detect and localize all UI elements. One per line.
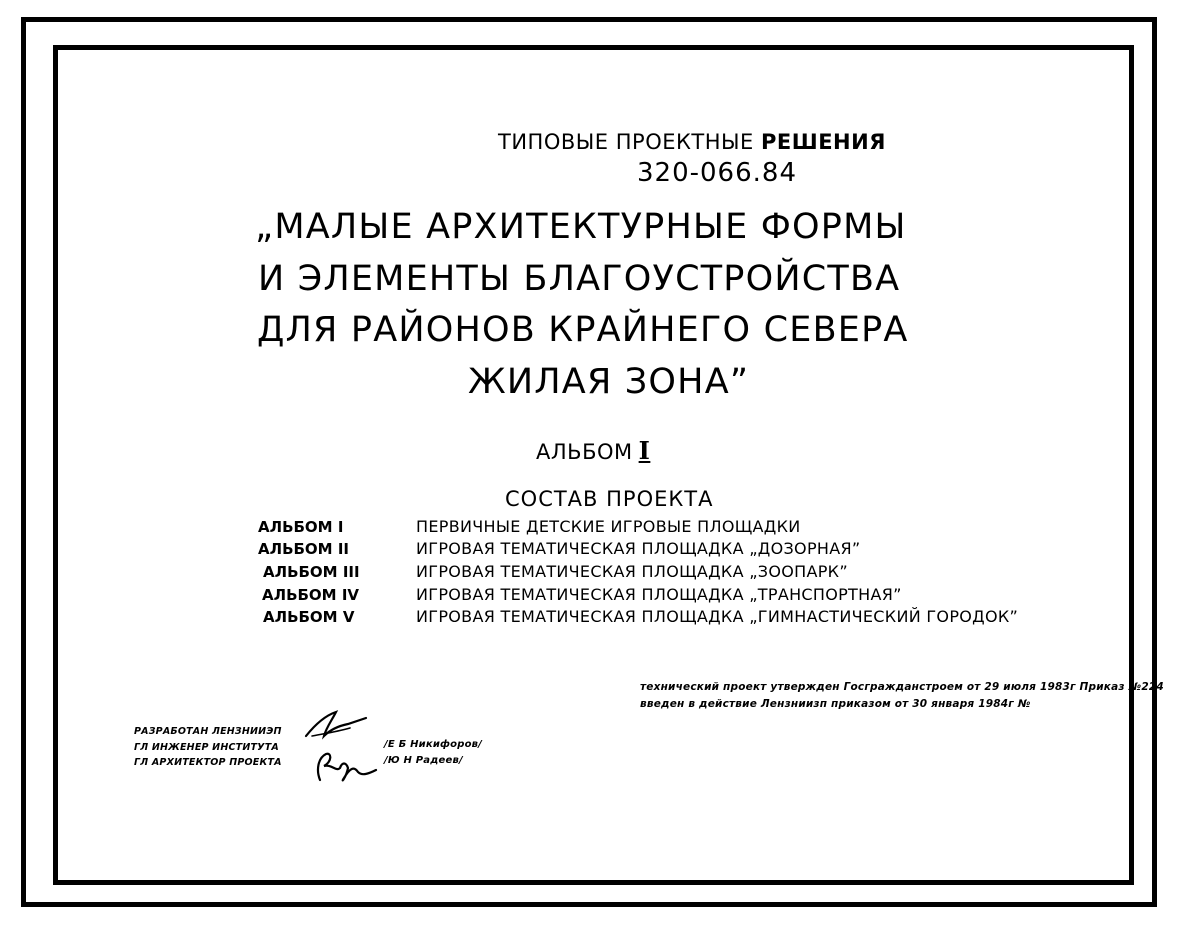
album-row-label: АЛЬБОМ IV (262, 586, 360, 604)
album-row-label: АЛЬБОМ II (258, 540, 349, 558)
album-label: АЛЬБОМ (536, 440, 633, 464)
series-bold: РЕШЕНИЯ (761, 130, 886, 154)
signature-icon (296, 706, 386, 788)
album-number: I (638, 436, 651, 465)
title-line-1: „МАЛЫЕ АРХИТЕКТУРНЫЕ ФОРМЫ (255, 207, 907, 247)
developer-line-3: ГЛ АРХИТЕКТОР ПРОЕКТА (134, 757, 282, 768)
composition-heading: СОСТАВ ПРОЕКТА (505, 487, 714, 511)
series-heading (498, 130, 886, 154)
album-row-description: ИГРОВАЯ ТЕМАТИЧЕСКАЯ ПЛОЩАДКА „ГИМНАСТИЧЕСКИЙ ГОРОДОК” (416, 607, 1019, 626)
album-heading (536, 436, 650, 465)
project-code: 320-066.84 (637, 158, 797, 188)
album-row-label: АЛЬБОМ III (263, 563, 360, 581)
developer-name-1: /Е Б Никифоров/ (384, 739, 483, 750)
developer-line-1: РАЗРАБОТАН ЛЕНЗНИИЭП (134, 726, 282, 737)
album-row-description: ПЕРВИЧНЫЕ ДЕТСКИЕ ИГРОВЫЕ ПЛОЩАДКИ (416, 517, 801, 536)
album-row-label: АЛЬБОМ I (258, 518, 344, 536)
album-row-description: ИГРОВАЯ ТЕМАТИЧЕСКАЯ ПЛОЩАДКА „ЗООПАРК” (416, 562, 848, 581)
album-row-description: ИГРОВАЯ ТЕМАТИЧЕСКАЯ ПЛОЩАДКА „ДОЗОРНАЯ” (416, 539, 861, 558)
album-row-description: ИГРОВАЯ ТЕМАТИЧЕСКАЯ ПЛОЩАДКА „ТРАНСПОРТНАЯ” (416, 585, 902, 604)
title-line-4: ЖИЛАЯ ЗОНА” (468, 362, 750, 402)
developer-line-2: ГЛ ИНЖЕНЕР ИНСТИТУТА (134, 742, 279, 753)
title-line-3: ДЛЯ РАЙОНОВ КРАЙНЕГО СЕВЕРА (257, 310, 909, 350)
developer-name-2: /Ю Н Радеев/ (384, 755, 463, 766)
series-regular: ТИПОВЫЕ ПРОЕКТНЫЕ (498, 130, 754, 154)
title-line-2: И ЭЛЕМЕНТЫ БЛАГОУСТРОЙСТВА (258, 259, 901, 299)
album-row-label: АЛЬБОМ V (263, 608, 355, 626)
approval-line-1: технический проект утвержден Госгражданстроем от 29 июля 1983г Приказ №224 (640, 681, 1164, 693)
approval-line-2: введен в действие Лензниизп приказом от 30 января 1984г № (640, 698, 1031, 710)
